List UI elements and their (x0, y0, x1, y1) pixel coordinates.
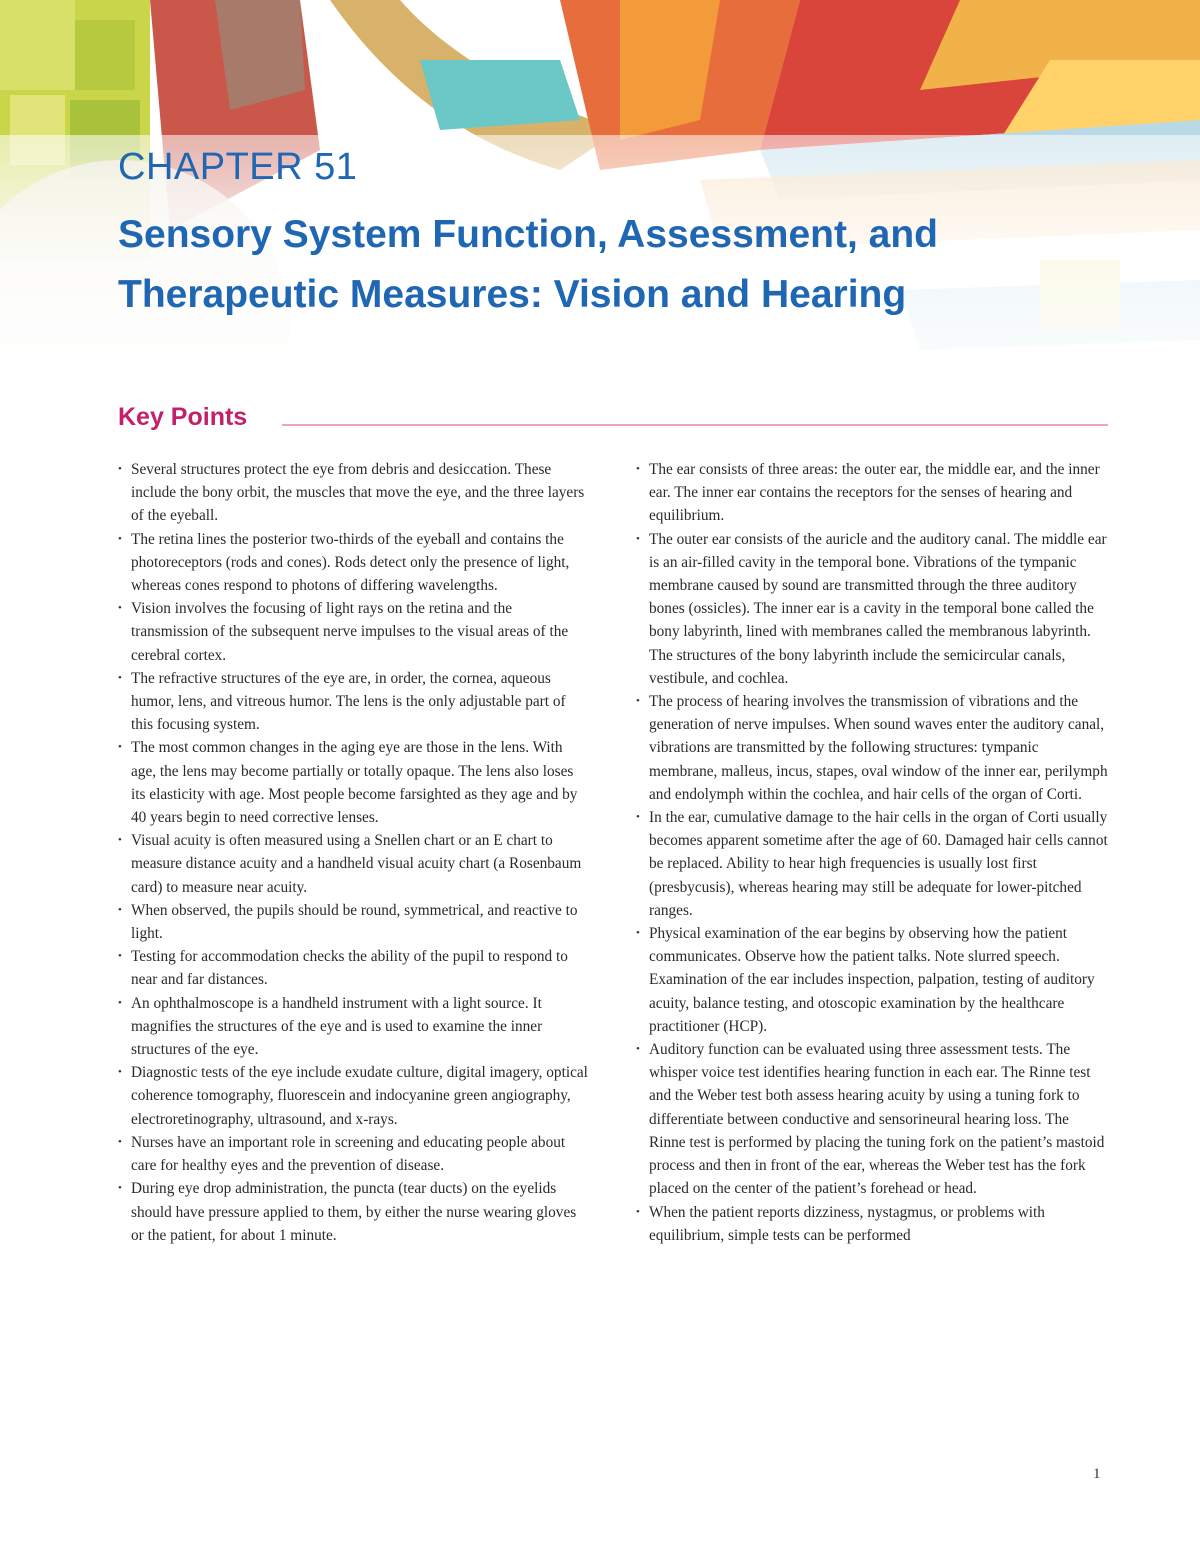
key-point: • When the patient reports dizziness, nystagmus, or problems with equilibrium, simple tests can be performed (636, 1201, 1108, 1247)
key-points-right-column (636, 458, 1108, 1247)
key-points-left-column (118, 458, 588, 1247)
key-point: • The retina lines the posterior two-thirds of the eyeball and contains the photoreceptors (rods and cones). Rods detect only the presence of light, whereas cones respond to photons of differing wavelengths. (118, 528, 588, 598)
key-points-divider (282, 424, 1108, 426)
key-point: • Auditory function can be evaluated using three assessment tests. The whisper voice test identifies hearing function in each ear. The Rinne test and the Weber test both assess hearing acuity by using a tuning fork to differentiate between conductive and sensorineural hearing loss. The Rinne test is performed by placing the tuning fork on the patient’s mastoid process and then in front of the ear, whereas the Weber test has the fork placed on the center of the patient’s forehead or head. (636, 1038, 1108, 1200)
key-point: • Diagnostic tests of the eye include exudate culture, digital imagery, optical coherence tomography, fluorescein and indocyanine green angiography, electroretinography, ultrasound, and x-rays. (118, 1061, 588, 1131)
key-point: • Several structures protect the eye from debris and desiccation. These include the bony orbit, the muscles that move the eye, and the three layers of the eyeball. (118, 458, 588, 528)
key-point: • The outer ear consists of the auricle and the auditory canal. The middle ear is an air-filled cavity in the temporal bone. Vibrations of the tympanic membrane caused by sound are transmitted through the three auditory bones (ossicles). The inner ear is a cavity in the temporal bone called the bony labyrinth, lined with membranes called the membranous labyrinth. The structures of the bony labyrinth include the semicircular canals, vestibule, and cochlea. (636, 528, 1108, 690)
key-point: • Physical examination of the ear begins by observing how the patient communicates. Observe how the patient talks. Note slurred speech. Examination of the ear includes inspection, palpation, testing of auditory acuity, balance testing, and otoscopic examination by the healthcare practitioner (HCP). (636, 922, 1108, 1038)
mosaic-banner (0, 0, 1200, 400)
key-point: • Nurses have an important role in screening and educating people about care for healthy eyes and the prevention of disease. (118, 1131, 588, 1177)
key-point: • Vision involves the focusing of light rays on the retina and the transmission of the subsequent nerve impulses to the visual areas of the cerebral cortex. (118, 597, 588, 667)
key-point: • In the ear, cumulative damage to the hair cells in the organ of Corti usually becomes apparent sometime after the age of 60. Damaged hair cells cannot be replaced. Ability to hear high frequencies is usually lost first (presbycusis), whereas hearing may still be adequate for lower-pitched ranges. (636, 806, 1108, 922)
key-point: • The ear consists of three areas: the outer ear, the middle ear, and the inner ear. The inner ear contains the receptors for the senses of hearing and equilibrium. (636, 458, 1108, 528)
page-number: 1 (1093, 1466, 1101, 1482)
chapter-title: Sensory System Function, Assessment, and Therapeutic Measures: Vision and Hearing (118, 213, 938, 316)
key-point: • An ophthalmoscope is a handheld instrument with a light source. It magnifies the structures of the eye and is used to examine the inner structures of the eye. (118, 992, 588, 1062)
key-points-heading: Key Points (118, 403, 248, 431)
key-point: • The most common changes in the aging eye are those in the lens. With age, the lens may become partially or totally opaque. The lens also loses its elasticity with age. Most people become farsighted as they age and by 40 years begin to need corrective lenses. (118, 736, 588, 829)
key-point: • The refractive structures of the eye are, in order, the cornea, aqueous humor, lens, and vitreous humor. The lens is the only adjustable part of this focusing system. (118, 667, 588, 737)
key-point: • During eye drop administration, the puncta (tear ducts) on the eyelids should have pressure applied to them, by either the nurse wearing gloves or the patient, for about 1 minute. (118, 1177, 588, 1247)
key-point: • The process of hearing involves the transmission of vibrations and the generation of nerve impulses. When sound waves enter the auditory canal, vibrations are transmitted by the following structures: tympanic membrane, malleus, incus, stapes, oval window of the inner ear, perilymph and endolymph within the cochlea, and hair cells of the organ of Corti. (636, 690, 1108, 806)
chapter-label: CHAPTER 51 (118, 146, 358, 188)
key-point: • Testing for accommodation checks the ability of the pupil to respond to near and far distances. (118, 945, 588, 991)
key-point: • Visual acuity is often measured using a Snellen chart or an E chart to measure distance acuity and a handheld visual acuity chart (a Rosenbaum card) to measure near acuity. (118, 829, 588, 899)
key-point: • When observed, the pupils should be round, symmetrical, and reactive to light. (118, 899, 588, 945)
